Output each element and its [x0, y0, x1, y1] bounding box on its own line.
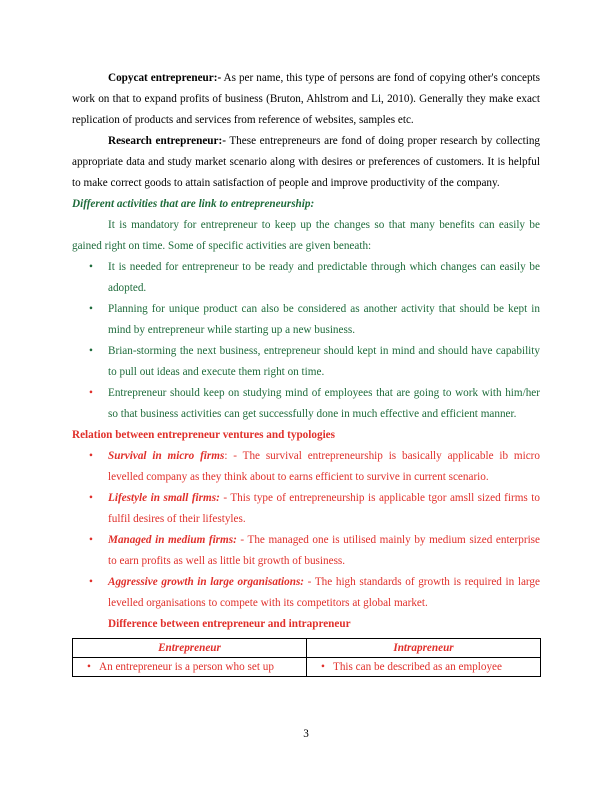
- list-item-text: Planning for unique product can also be considered as another activity that should be kept in mind by entrepreneur while starting up a new business.: [108, 303, 540, 336]
- comparison-table: [72, 638, 541, 677]
- table-cell: [73, 658, 307, 677]
- copycat-text: As per name, this type of persons are fond of copying other's concepts work on that to expand profits of business (Bruton, Ahlstrom and Li, 2010). Generally they make exact replication of products and services from reference of websites, samples etc.: [72, 72, 540, 126]
- typology-text: - This type of entrepreneurship is applicable tgor amsll sized firms to fulfil desires of their lifestyles.: [108, 492, 540, 525]
- activities-heading: Different activities that are link to entrepreneurship:: [72, 198, 315, 210]
- table-header-row: [73, 639, 541, 658]
- relation-heading: Relation between entrepreneur ventures and typologies: [72, 429, 335, 441]
- list-item: [72, 488, 540, 530]
- list-item: [72, 299, 540, 341]
- paragraph-copycat: [72, 68, 540, 131]
- research-lead: Research entrepreneur:-: [108, 135, 226, 147]
- bullet-icon: •: [89, 303, 93, 315]
- bullet-icon: •: [89, 492, 93, 504]
- activities-list: [72, 257, 540, 425]
- list-item: [72, 383, 540, 425]
- cell-text: An entrepreneur is a person who set up: [99, 661, 274, 673]
- list-item: [72, 341, 540, 383]
- bullet-icon: •: [89, 534, 93, 546]
- bullet-icon: •: [321, 661, 325, 673]
- list-item-text: Entrepreneur should keep on studying mind of employees that are going to work with him/her so that business activities can get successfully done in much effective and efficient manner.: [108, 387, 540, 420]
- table-row: [73, 658, 541, 677]
- typology-lead: Lifestyle in small firms:: [108, 492, 220, 504]
- page-content: [72, 68, 540, 677]
- typology-text: : - The survival entrepreneurship is basically applicable ib micro levelled company as they think about to earns efficient to survive in current scenario.: [108, 450, 540, 483]
- typologies-list: [72, 446, 540, 614]
- typology-lead: Aggressive growth in large organisations:: [108, 576, 305, 588]
- research-text: These entrepreneurs are fond of doing proper research by collecting appropriate data and study market scenario along with desires or preferences of customers. It is helpful to make correct goods to attain satisfaction of people and improve productivity of the company.: [72, 135, 541, 189]
- list-item-text: Brian-storming the next business, entrepreneur should kept in mind and should have capability to pull out ideas and execute them right on time.: [108, 345, 540, 378]
- table-cell: [307, 658, 541, 677]
- bullet-icon: •: [89, 387, 93, 399]
- bullet-icon: •: [89, 450, 93, 462]
- copycat-lead: Copycat entrepreneur:-: [108, 72, 222, 84]
- column-header-intrapreneur: Intrapreneur: [307, 639, 541, 658]
- cell-text: This can be described as an employee: [333, 661, 502, 673]
- list-item: [72, 446, 540, 488]
- bullet-icon: •: [89, 576, 93, 588]
- activities-intro: It is mandatory for entrepreneur to keep up the changes so that many benefits can easily be gained right on time. Some of specific activities are given beneath:: [72, 219, 540, 252]
- column-header-entrepreneur: Entrepreneur: [73, 639, 307, 658]
- bullet-icon: •: [89, 261, 93, 273]
- list-item-text: It is needed for entrepreneur to be ready and predictable through which changes can easily be adopted.: [108, 261, 540, 294]
- list-item: [72, 530, 540, 572]
- paragraph-research: [72, 131, 540, 194]
- typology-text: - The high standards of growth is required in large levelled organisations to compete with its competitors at global market.: [108, 576, 540, 609]
- bullet-icon: •: [87, 661, 91, 673]
- typology-lead: Managed in medium firms:: [108, 534, 237, 546]
- typology-lead: Survival in micro firms: [108, 450, 225, 462]
- list-item: [72, 572, 540, 614]
- list-item: [72, 257, 540, 299]
- page-number: 3: [303, 728, 309, 740]
- typology-text: - The managed one is utilised mainly by medium sized enterprise to earn profits as well as little bit growth of business.: [108, 534, 540, 567]
- difference-heading: Difference between entrepreneur and intrapreneur: [108, 618, 351, 630]
- bullet-icon: •: [89, 345, 93, 357]
